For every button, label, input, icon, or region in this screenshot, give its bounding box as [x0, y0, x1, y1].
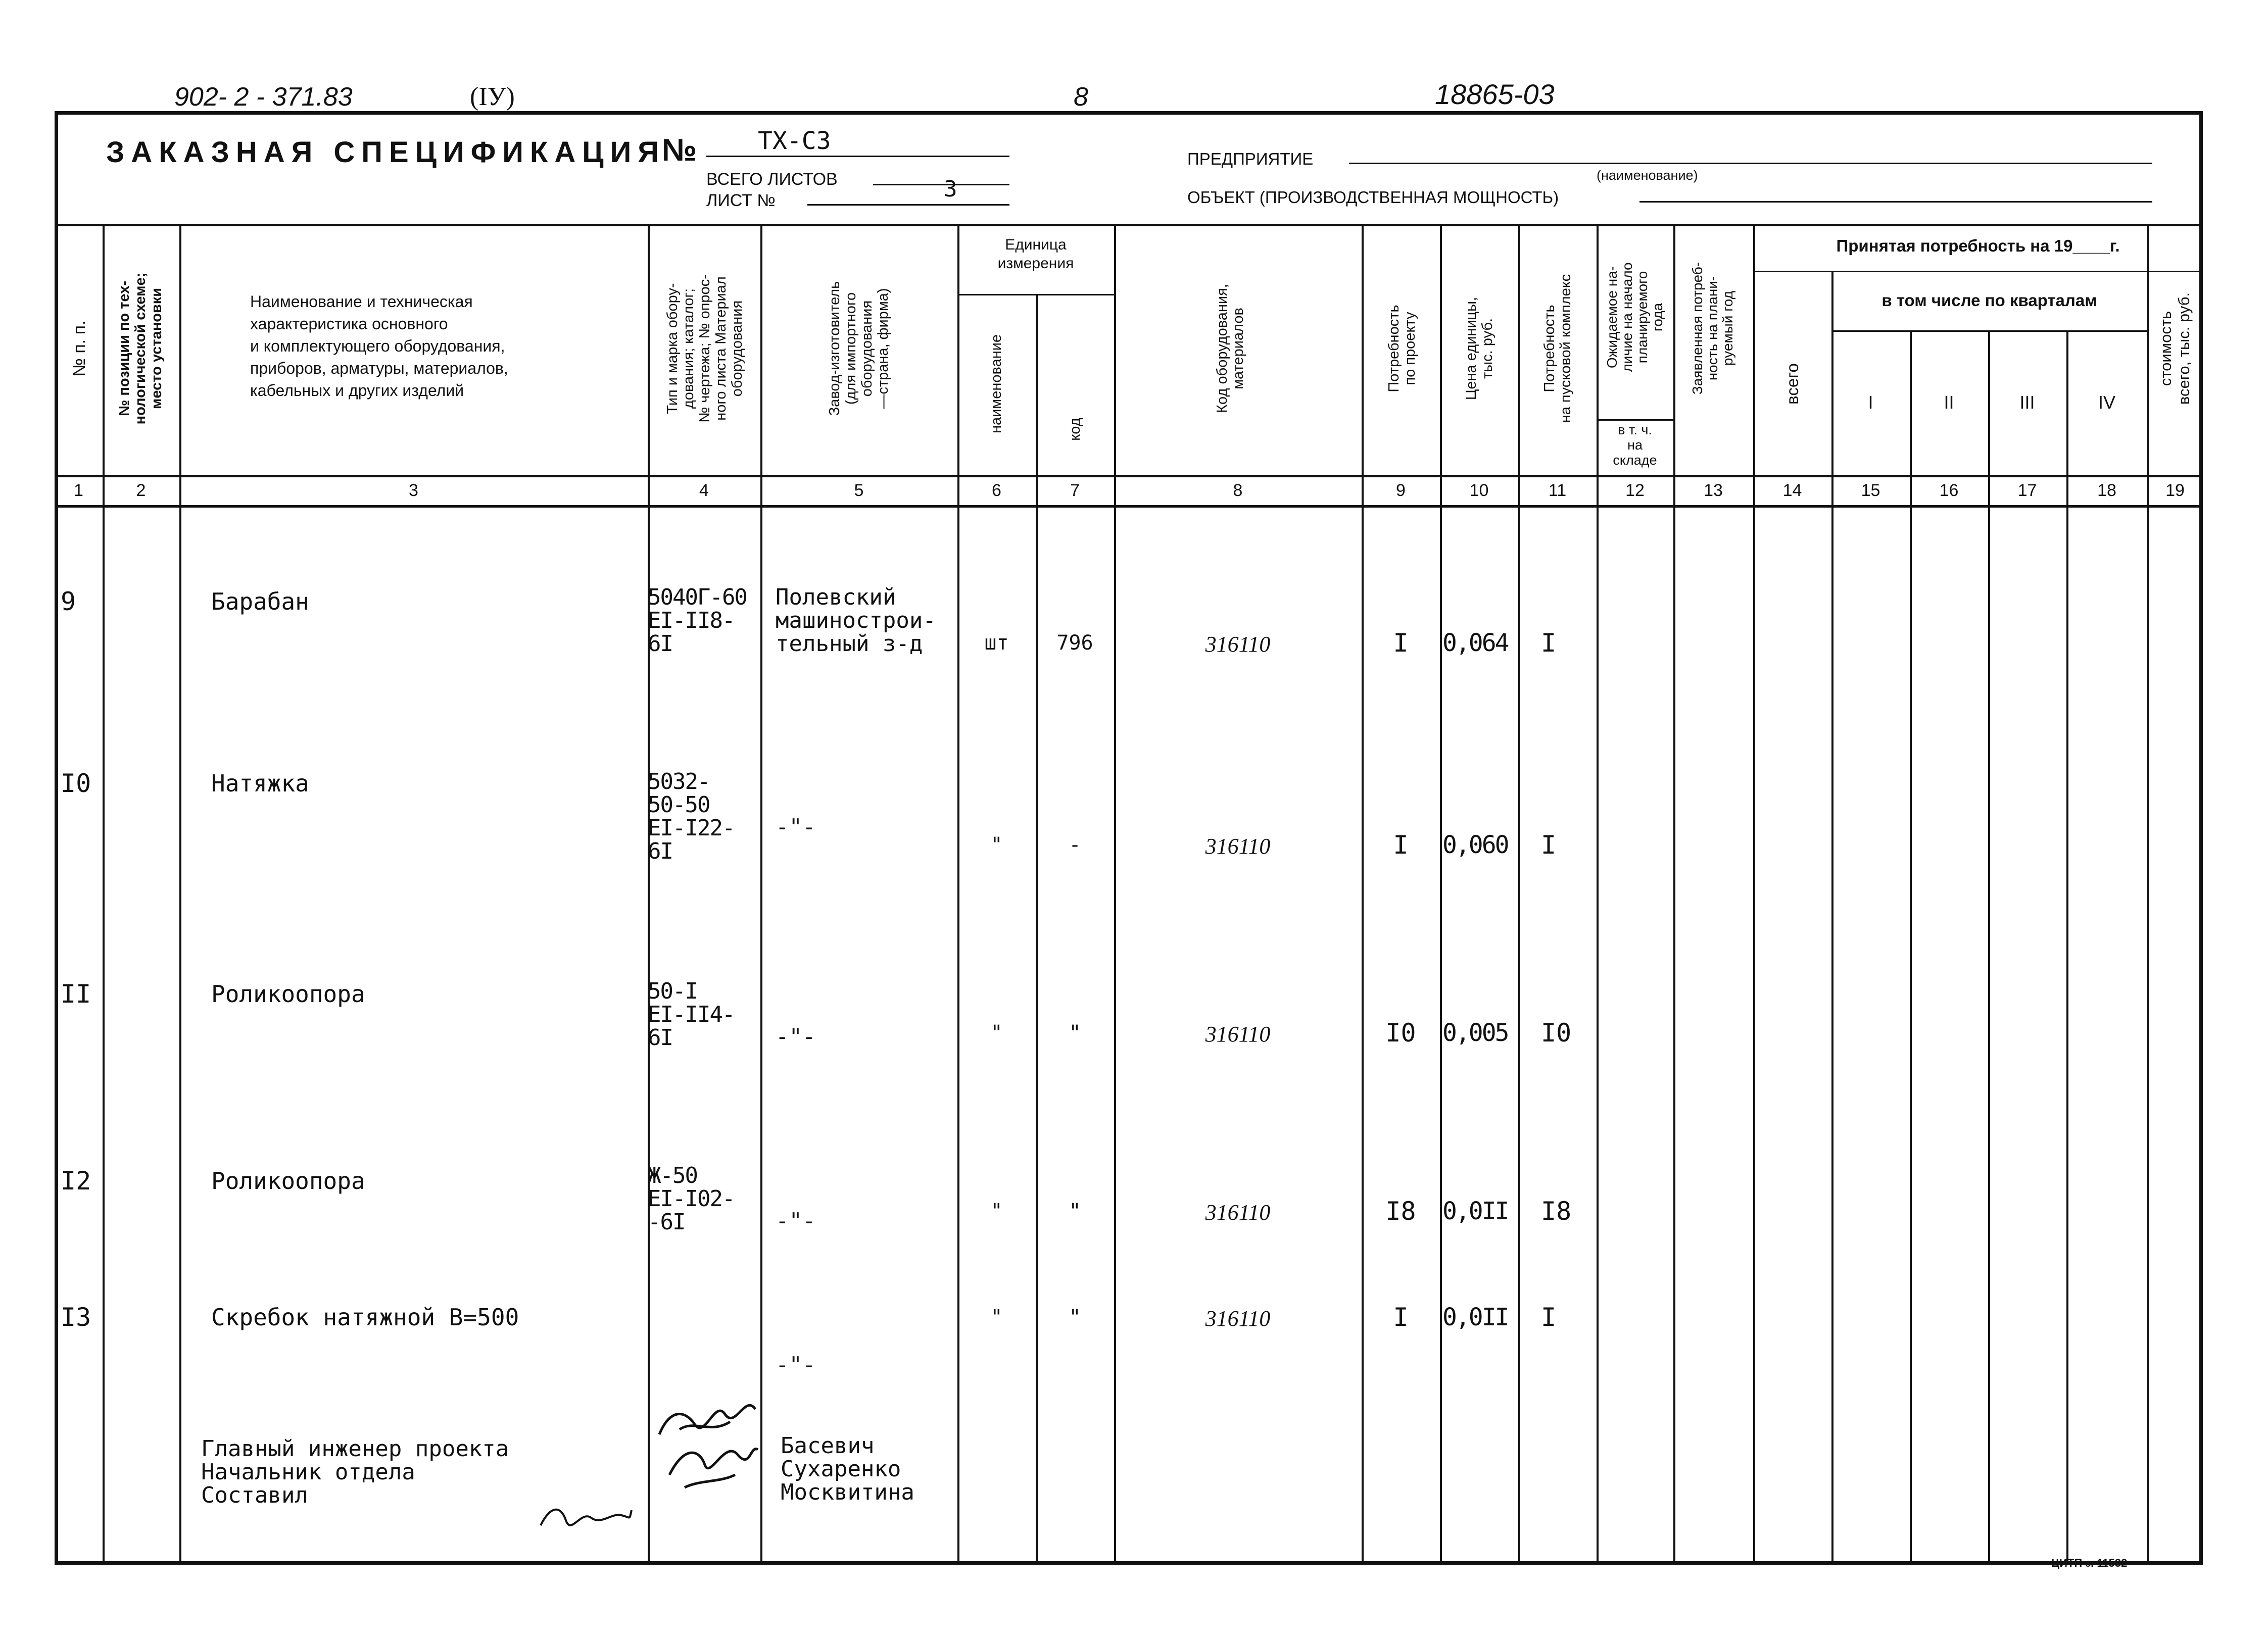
form-title: ЗАКАЗНАЯ СПЕЦИФИКАЦИЯ — [106, 136, 665, 169]
col-header-8: Код оборудования, материалов — [1214, 284, 1246, 413]
item-type: 5032- 50-50 ЕI-I22- 6I — [648, 769, 735, 864]
unit-code: 796 — [1056, 631, 1093, 655]
grid-line — [2066, 330, 2068, 1565]
unit-code: - — [1069, 833, 1081, 857]
unit-code: " — [1069, 1200, 1081, 1223]
launch-quantity: I — [1541, 830, 1557, 860]
column-number: 16 — [1939, 481, 1959, 500]
unit-group-header: Единица измерения — [997, 236, 1074, 272]
project-quantity: I — [1393, 628, 1409, 658]
row-number: I2 — [61, 1166, 91, 1196]
column-number: 2 — [136, 481, 146, 500]
signature-roles: Главный инженер проекта Начальник отдела Составил — [201, 1436, 509, 1508]
col-header-7: код — [1067, 418, 1083, 441]
grid-line — [179, 224, 181, 1565]
unit-price: 0,005 — [1442, 1019, 1508, 1047]
row-number: I0 — [61, 769, 91, 798]
unit-price: 0,0II — [1442, 1197, 1508, 1225]
item-name: Скребок натяжной В=500 — [211, 1304, 519, 1331]
item-maker: -"- — [776, 1208, 816, 1234]
unit-price: 0,064 — [1442, 629, 1508, 657]
grid-line — [1988, 330, 1990, 1565]
col-header-5: Завод-изготовитель (для импортного оборудования —страна, фирма) — [827, 281, 891, 416]
project-quantity: I — [1393, 830, 1409, 860]
launch-quantity: I — [1541, 628, 1557, 658]
grid-line — [1518, 224, 1520, 1565]
enterprise-hint: (наименование) — [1597, 168, 1698, 183]
col-header-14: всего — [1783, 363, 1802, 405]
launch-quantity: I0 — [1541, 1018, 1572, 1048]
total-sheets-label: ВСЕГО ЛИСТОВ — [706, 170, 838, 189]
equipment-code: 316110 — [1205, 1306, 1271, 1331]
item-type: 5040Г-60 ЕI-II8- 6I — [648, 584, 747, 657]
column-number: 17 — [2017, 481, 2037, 500]
item-name: Роликоопора — [211, 980, 365, 1008]
row-number: II — [61, 979, 91, 1009]
object-label: ОБЪЕКТ (ПРОИЗВОДСТВЕННАЯ МОЩНОСТЬ) — [1187, 188, 1559, 207]
project-quantity: I — [1393, 1303, 1409, 1332]
grid-line — [1673, 224, 1675, 1565]
item-name: Роликоопора — [211, 1167, 365, 1195]
row-number: 9 — [61, 587, 76, 616]
equipment-code: 316110 — [1205, 834, 1271, 859]
signature-names: Басевич Сухаренко Москвитина — [781, 1433, 914, 1505]
column-number: 6 — [992, 481, 1001, 500]
unit-price: 0,060 — [1442, 831, 1508, 859]
col-header-4: Тип и марка обору- дования; каталог; № чертежа; № опрос- ного листа Материал оборудования — [664, 274, 745, 423]
handwritten-signatures — [649, 1379, 765, 1500]
grid-line — [1362, 224, 1364, 1565]
unit-name: " — [990, 833, 1003, 857]
inventory-number: 18865-03 — [1435, 78, 1555, 110]
grid-line — [760, 224, 762, 1565]
quarters-header: в том числе по кварталам — [1881, 291, 2097, 310]
col-header-3: Наименование и техническая характеристика основного и комплектующего оборудования, приборов, арматуры, материалов, кабельных и других изделий — [250, 292, 508, 400]
col-header-10: Цена единицы, тыс. руб. — [1463, 296, 1495, 401]
column-number: 18 — [2097, 481, 2116, 500]
column-number: 5 — [854, 481, 864, 500]
grid-line — [1114, 224, 1116, 1565]
item-name: Барабан — [211, 588, 309, 615]
enterprise-label: ПРЕДПРИЯТИЕ — [1187, 150, 1314, 168]
grid-line — [2147, 224, 2149, 1565]
item-maker: Полевский машинострои- тельный з-д — [776, 584, 936, 657]
item-type: 50-I ЕI-II4- 6I — [648, 978, 735, 1051]
item-maker: -"- — [776, 1024, 816, 1050]
col-header-6: наименование — [988, 334, 1004, 434]
col-header-12-sub: в т. ч. на складе — [1613, 422, 1657, 468]
grid-line — [1831, 271, 1833, 1565]
column-number: 3 — [409, 481, 418, 500]
column-number: 11 — [1548, 481, 1567, 500]
sheet-value: 3 — [944, 176, 957, 202]
row-number: I3 — [61, 1303, 91, 1332]
column-number: 1 — [74, 481, 83, 500]
page-number: 8 — [1074, 82, 1088, 112]
grid-line — [1440, 224, 1442, 1565]
column-number: 13 — [1704, 481, 1723, 500]
col-header-13: Заявленная потреб- ность на плани- руемый год — [1690, 262, 1735, 395]
col-header-11: Потребность на пусковой комплекс — [1541, 274, 1574, 423]
unit-name: шт — [984, 631, 1009, 655]
compiler-signature — [536, 1495, 637, 1535]
column-number: 14 — [1782, 481, 1802, 500]
unit-name: " — [990, 1200, 1003, 1223]
accepted-header: Принятая потребность на 19____г. — [1836, 236, 2120, 255]
item-maker: -"- — [776, 814, 816, 840]
col-header-19: стоимость всего, тыс. руб. — [2157, 292, 2193, 405]
column-number: 4 — [699, 481, 709, 500]
equipment-code: 316110 — [1205, 1200, 1271, 1225]
grid-line — [957, 224, 959, 1565]
print-stamp: ЦИТП з. 11532 — [2051, 1557, 2128, 1569]
column-number: 9 — [1396, 481, 1406, 500]
grid-line — [1910, 330, 1912, 1565]
unit-code: " — [1069, 1306, 1081, 1329]
project-quantity: I8 — [1385, 1197, 1416, 1226]
column-number: 12 — [1625, 481, 1645, 500]
col-header-12: Ожидаемое на- личие на начало планируемого года — [1604, 262, 1665, 372]
column-number: 19 — [2165, 481, 2185, 500]
sheet-label: ЛИСТ № — [706, 191, 776, 210]
column-number: 15 — [1861, 481, 1880, 500]
item-type: Ж-50 ЕI-I02- -6I — [648, 1163, 735, 1235]
col-header-1: № п. п. — [70, 320, 89, 377]
col-header-9: Потребность по проекту — [1386, 305, 1418, 392]
col-header-2: № позиции по тех- нологической схеме; место установки — [116, 272, 165, 425]
quarter-2: II — [1944, 392, 1954, 413]
unit-name: " — [990, 1306, 1003, 1329]
quarter-1: I — [1868, 392, 1873, 413]
item-name: Натяжка — [211, 770, 309, 797]
unit-name: " — [990, 1021, 1003, 1045]
item-maker: -"- — [776, 1352, 816, 1378]
project-quantity: I0 — [1385, 1018, 1416, 1048]
equipment-code: 316110 — [1205, 632, 1271, 657]
quarter-3: III — [2019, 392, 2035, 413]
volume: (IУ) — [470, 82, 515, 111]
grid-line — [648, 224, 650, 1565]
grid-line — [103, 224, 105, 1565]
grid-line — [1753, 224, 1755, 1565]
column-number: 8 — [1233, 481, 1243, 500]
launch-quantity: I — [1541, 1303, 1557, 1332]
unit-price: 0,0II — [1442, 1303, 1508, 1331]
column-number: 7 — [1070, 481, 1080, 500]
number-label: № — [662, 133, 697, 168]
quarter-4: IV — [2098, 392, 2115, 413]
launch-quantity: I8 — [1541, 1197, 1572, 1226]
equipment-code: 316110 — [1205, 1022, 1271, 1047]
doc-code: 902- 2 - 371.83 — [174, 82, 353, 112]
number-value: ТХ-СЗ — [758, 127, 831, 155]
column-number: 10 — [1469, 481, 1489, 500]
unit-code: " — [1069, 1021, 1081, 1045]
